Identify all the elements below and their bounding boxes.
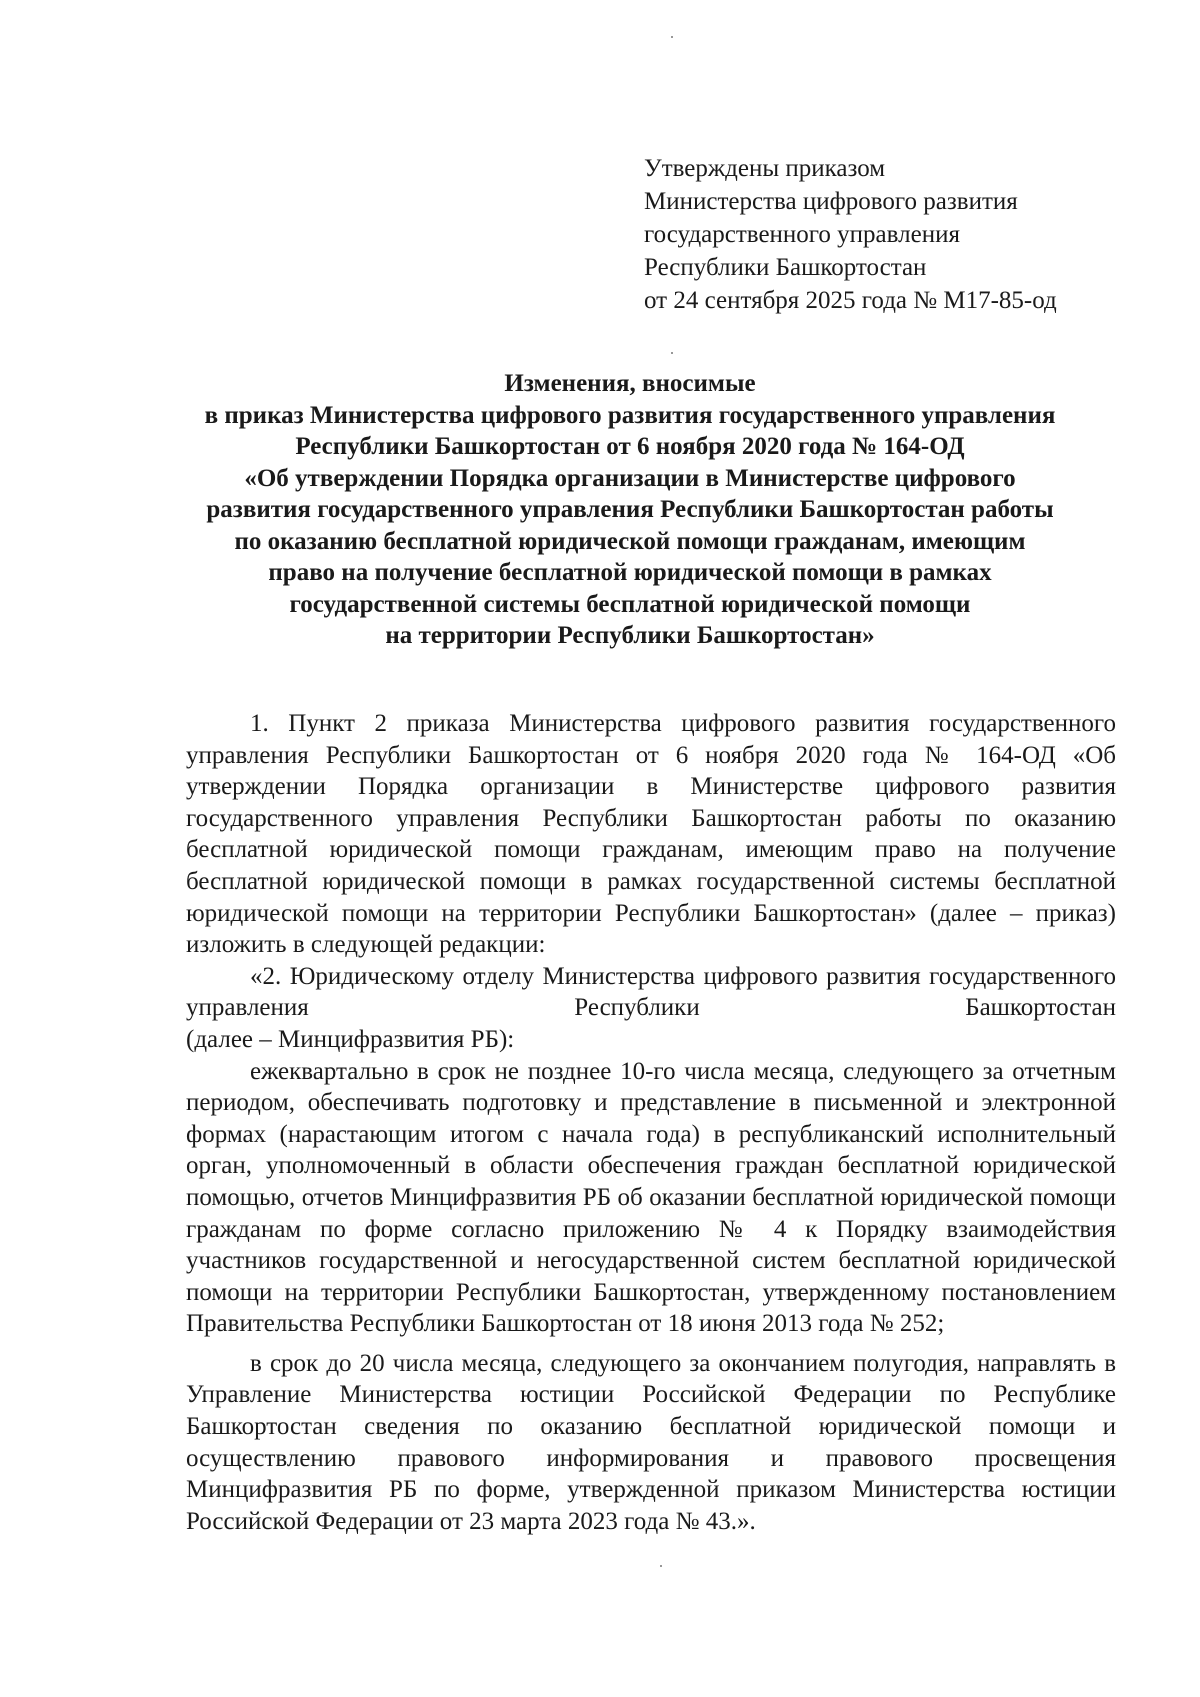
document-body (186, 708, 1116, 1537)
approval-line: от 24 сентября 2025 года № М17-85-од (644, 287, 1057, 314)
title-line: развития государственного управления Республики Башкортостан работы (206, 496, 1054, 523)
scan-speck (671, 352, 673, 354)
paragraph-semiannual-reports: в срок до 20 числа месяца, следующего за окончанием полугодия, направлять в Управление Министерства юстиции Российской Федерации по Республике Башкортостан сведения по оказанию бесплатной юридической помощи и осуществлению правового информирования и правового просвещения Минцифразвития РБ по форме, утвержденной приказом Министерства юстиции Российской Федерации от 23 марта 2023 года № 43.». (186, 1349, 1116, 1535)
title-line: на территории Республики Башкортостан» (385, 622, 875, 649)
document-title (150, 368, 1110, 652)
approval-line: Утверждены приказом (644, 155, 886, 182)
approval-line: Министерства цифрового развития (644, 188, 1018, 215)
scan-speck (660, 1565, 662, 1567)
title-line: «Об утверждении Порядка организации в Министерстве цифрового (244, 464, 1016, 492)
title-line: в приказ Министерства цифрового развития государственного управления (204, 401, 1056, 429)
paragraph-item-1: 1. Пункт 2 приказа Министерства цифрового развития государственного управления Республики Башкортостан от 6 ноября 2020 года № 164-ОД «Об утверждении Порядка организации в Министерстве цифрового развития государственного управления Республики Башкортостан работы по оказанию бесплатной юридической помощи гражданам, имеющим право на получение бесплатной юридической помощи в рамках государственной системы бесплатной юридической помощи на территории Республики Башкортостан» (далее – приказ) изложить в следующей редакции: (186, 710, 1116, 959)
title-line: Изменения, вносимые (504, 370, 756, 397)
title-line: государственной системы бесплатной юридической помощи (289, 590, 971, 618)
paragraph-quarterly-reports: ежеквартально в срок не позднее 10-го числа месяца, следующего за отчетным периодом, обеспечивать подготовку и представление в письменной и электронной формах (нарастающим итогом с начала года) в республиканский исполнительный орган, уполномоченный в области обеспечения граждан бесплатной юридической помощью, отчетов Минцифразвития РБ об оказании бесплатной юридической помощи гражданам по форме согласно приложению № 4 к Порядку взаимодействия участников государственной и негосударственной систем бесплатной юридической помощи на территории Республики Башкортостан, утвержденному постановлением Правительства Республики Башкортостан от 18 июня 2013 года № 252; (186, 1057, 1116, 1338)
approval-line: государственного управления (644, 221, 960, 248)
title-line: право на получение бесплатной юридической помощи в рамках (268, 559, 992, 586)
approval-line: Республики Башкортостан (644, 254, 927, 281)
scan-speck (671, 36, 673, 38)
approval-stamp-block (644, 152, 1057, 317)
title-line: по оказанию бесплатной юридической помощи гражданам, имеющим (234, 527, 1026, 555)
paragraph-item-2: «2. Юридическому отделу Министерства цифрового развития государственного управления Республики Башкортостан (186, 962, 1116, 1022)
title-line: Республики Башкортостан от 6 ноября 2020 года № 164-ОД (295, 433, 965, 460)
paragraph-item-2-tail: (далее – Минцифразвития РБ): (186, 1025, 515, 1053)
